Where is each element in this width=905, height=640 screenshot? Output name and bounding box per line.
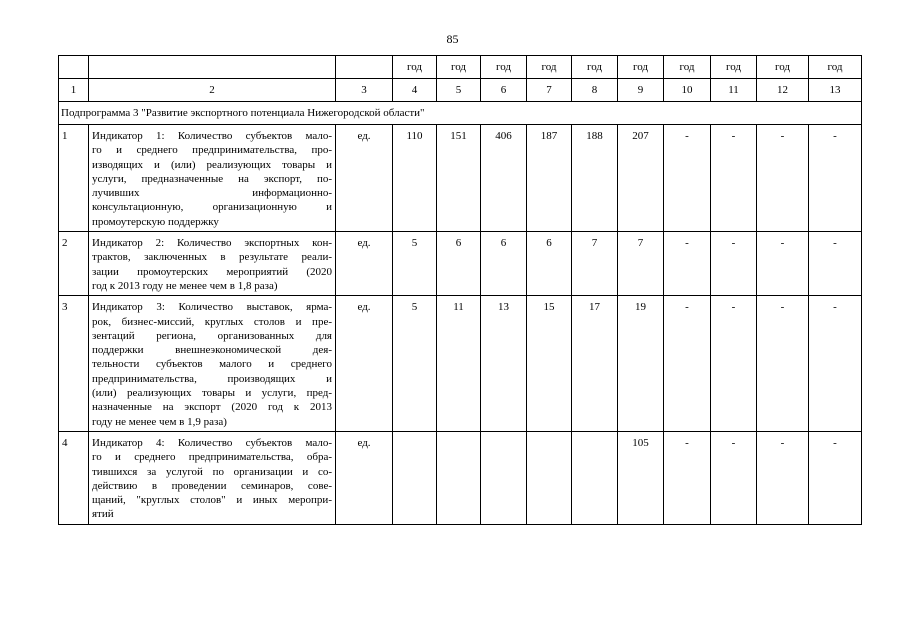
table-body <box>59 56 862 525</box>
description-line: изводящих и (или) реализующих товары и <box>92 158 332 171</box>
description-line: зентаций региона, организованных для <box>92 329 332 342</box>
description-line: предпринимательства, производящих и <box>92 372 332 385</box>
value-cell: 13 <box>481 296 527 432</box>
value-cell: - <box>664 431 711 524</box>
indicator-row <box>59 296 862 432</box>
description-line: год к 2013 году не менее чем в 1,8 раза) <box>92 279 278 292</box>
value-cell <box>527 431 572 524</box>
column-number: 7 <box>527 79 572 102</box>
header-cell-year: год <box>572 56 618 79</box>
indicator-description <box>89 232 336 296</box>
description-line: промоутерскую поддержку <box>92 215 219 228</box>
description-line: тельности субъектов малого и среднего <box>92 358 332 371</box>
description-line: го и среднего предпринимательства, про- <box>92 144 332 157</box>
value-cell: - <box>664 296 711 432</box>
header-cell-empty <box>336 56 393 79</box>
value-cell <box>481 431 527 524</box>
description-line: тившихся за услугой по организации и со- <box>92 465 332 478</box>
column-number: 12 <box>757 79 809 102</box>
indicator-row <box>59 232 862 296</box>
value-cell <box>437 431 481 524</box>
description-line: назначенные на экспорт (2020 год к 2013 <box>92 401 332 414</box>
indicator-description <box>89 296 336 432</box>
value-cell: 6 <box>437 232 481 296</box>
column-number: 9 <box>618 79 664 102</box>
value-cell: - <box>711 296 757 432</box>
row-number: 3 <box>59 296 89 432</box>
column-number: 13 <box>809 79 862 102</box>
unit-cell: ед. <box>336 431 393 524</box>
indicator-row <box>59 125 862 232</box>
header-row-years <box>59 56 862 79</box>
value-cell: - <box>757 125 809 232</box>
value-cell: - <box>664 125 711 232</box>
unit-cell: ед. <box>336 232 393 296</box>
value-cell: - <box>711 232 757 296</box>
value-cell: 5 <box>393 296 437 432</box>
value-cell: - <box>757 296 809 432</box>
value-cell: 207 <box>618 125 664 232</box>
value-cell: 11 <box>437 296 481 432</box>
unit-cell: ед. <box>336 296 393 432</box>
header-cell-year: год <box>393 56 437 79</box>
value-cell: 406 <box>481 125 527 232</box>
value-cell: 6 <box>481 232 527 296</box>
indicator-description <box>89 125 336 232</box>
column-number: 6 <box>481 79 527 102</box>
value-cell: - <box>711 125 757 232</box>
value-cell: - <box>809 296 862 432</box>
header-cell-year: год <box>711 56 757 79</box>
unit-cell: ед. <box>336 125 393 232</box>
column-number: 11 <box>711 79 757 102</box>
description-line: го и среднего предпринимательства, обра- <box>92 451 332 464</box>
value-cell: 105 <box>618 431 664 524</box>
value-cell: - <box>809 431 862 524</box>
description-line: Индикатор 1: Количество субъектов мало- <box>92 130 332 142</box>
description-line: консультационную, организационную и <box>92 201 332 214</box>
header-cell-empty <box>89 56 336 79</box>
value-cell: 188 <box>572 125 618 232</box>
description-line: ятий <box>92 508 114 521</box>
value-cell: 6 <box>527 232 572 296</box>
indicator-description <box>89 431 336 524</box>
indicator-row <box>59 431 862 524</box>
description-line: году не менее чем в 1,9 раза) <box>92 415 227 428</box>
value-cell: - <box>664 232 711 296</box>
description-line: Индикатор 2: Количество экспортных кон- <box>92 237 332 250</box>
value-cell <box>393 431 437 524</box>
row-number: 2 <box>59 232 89 296</box>
description-line: Индикатор 3: Количество выставок, ярма- <box>92 301 332 314</box>
page-number: 85 <box>446 32 459 46</box>
value-cell: 15 <box>527 296 572 432</box>
value-cell: 17 <box>572 296 618 432</box>
value-cell: - <box>809 232 862 296</box>
value-cell: 19 <box>618 296 664 432</box>
value-cell: 110 <box>393 125 437 232</box>
description-line: поддержки внешнеэкономической дея- <box>92 344 332 357</box>
value-cell: - <box>711 431 757 524</box>
description-line: действию в проведении семинаров, сове- <box>92 479 332 492</box>
column-number: 4 <box>393 79 437 102</box>
header-cell-year: год <box>481 56 527 79</box>
description-line: щаний, "круглых столов" и иных меропри- <box>92 494 332 507</box>
header-cell-year: год <box>618 56 664 79</box>
header-cell-year: год <box>757 56 809 79</box>
indicators-table <box>58 55 862 525</box>
header-row-numbers <box>59 79 862 102</box>
value-cell <box>572 431 618 524</box>
column-number: 5 <box>437 79 481 102</box>
value-cell: - <box>757 431 809 524</box>
subprogram-row <box>59 102 862 125</box>
row-number: 4 <box>59 431 89 524</box>
description-line: Индикатор 4: Количество субъектов мало- <box>92 436 332 449</box>
value-cell: 7 <box>572 232 618 296</box>
column-number: 1 <box>59 79 89 102</box>
header-cell-empty <box>59 56 89 79</box>
column-number: 10 <box>664 79 711 102</box>
value-cell: 7 <box>618 232 664 296</box>
column-number: 3 <box>336 79 393 102</box>
value-cell: 5 <box>393 232 437 296</box>
description-line: зации промоутерских мероприятий (2020 <box>92 265 332 278</box>
description-line: трактов, заключенных в результате реали- <box>92 251 332 264</box>
value-cell: - <box>809 125 862 232</box>
header-cell-year: год <box>527 56 572 79</box>
column-number: 8 <box>572 79 618 102</box>
header-cell-year: год <box>809 56 862 79</box>
value-cell: 187 <box>527 125 572 232</box>
subprogram-title: Подпрограмма 3 "Развитие экспортного потенциала Нижегородской области" <box>59 102 862 125</box>
description-line: услуги, предназначенные на экспорт, по- <box>92 172 332 185</box>
header-cell-year: год <box>664 56 711 79</box>
description-line: рок, бизнес-миссий, круглых столов и пре- <box>92 315 332 328</box>
value-cell: 151 <box>437 125 481 232</box>
value-cell: - <box>757 232 809 296</box>
column-number: 2 <box>89 79 336 102</box>
header-cell-year: год <box>437 56 481 79</box>
row-number: 1 <box>59 125 89 232</box>
description-line: лучивших информационно- <box>92 187 332 200</box>
description-line: (или) реализующих товары и услуги, пред- <box>92 387 332 400</box>
